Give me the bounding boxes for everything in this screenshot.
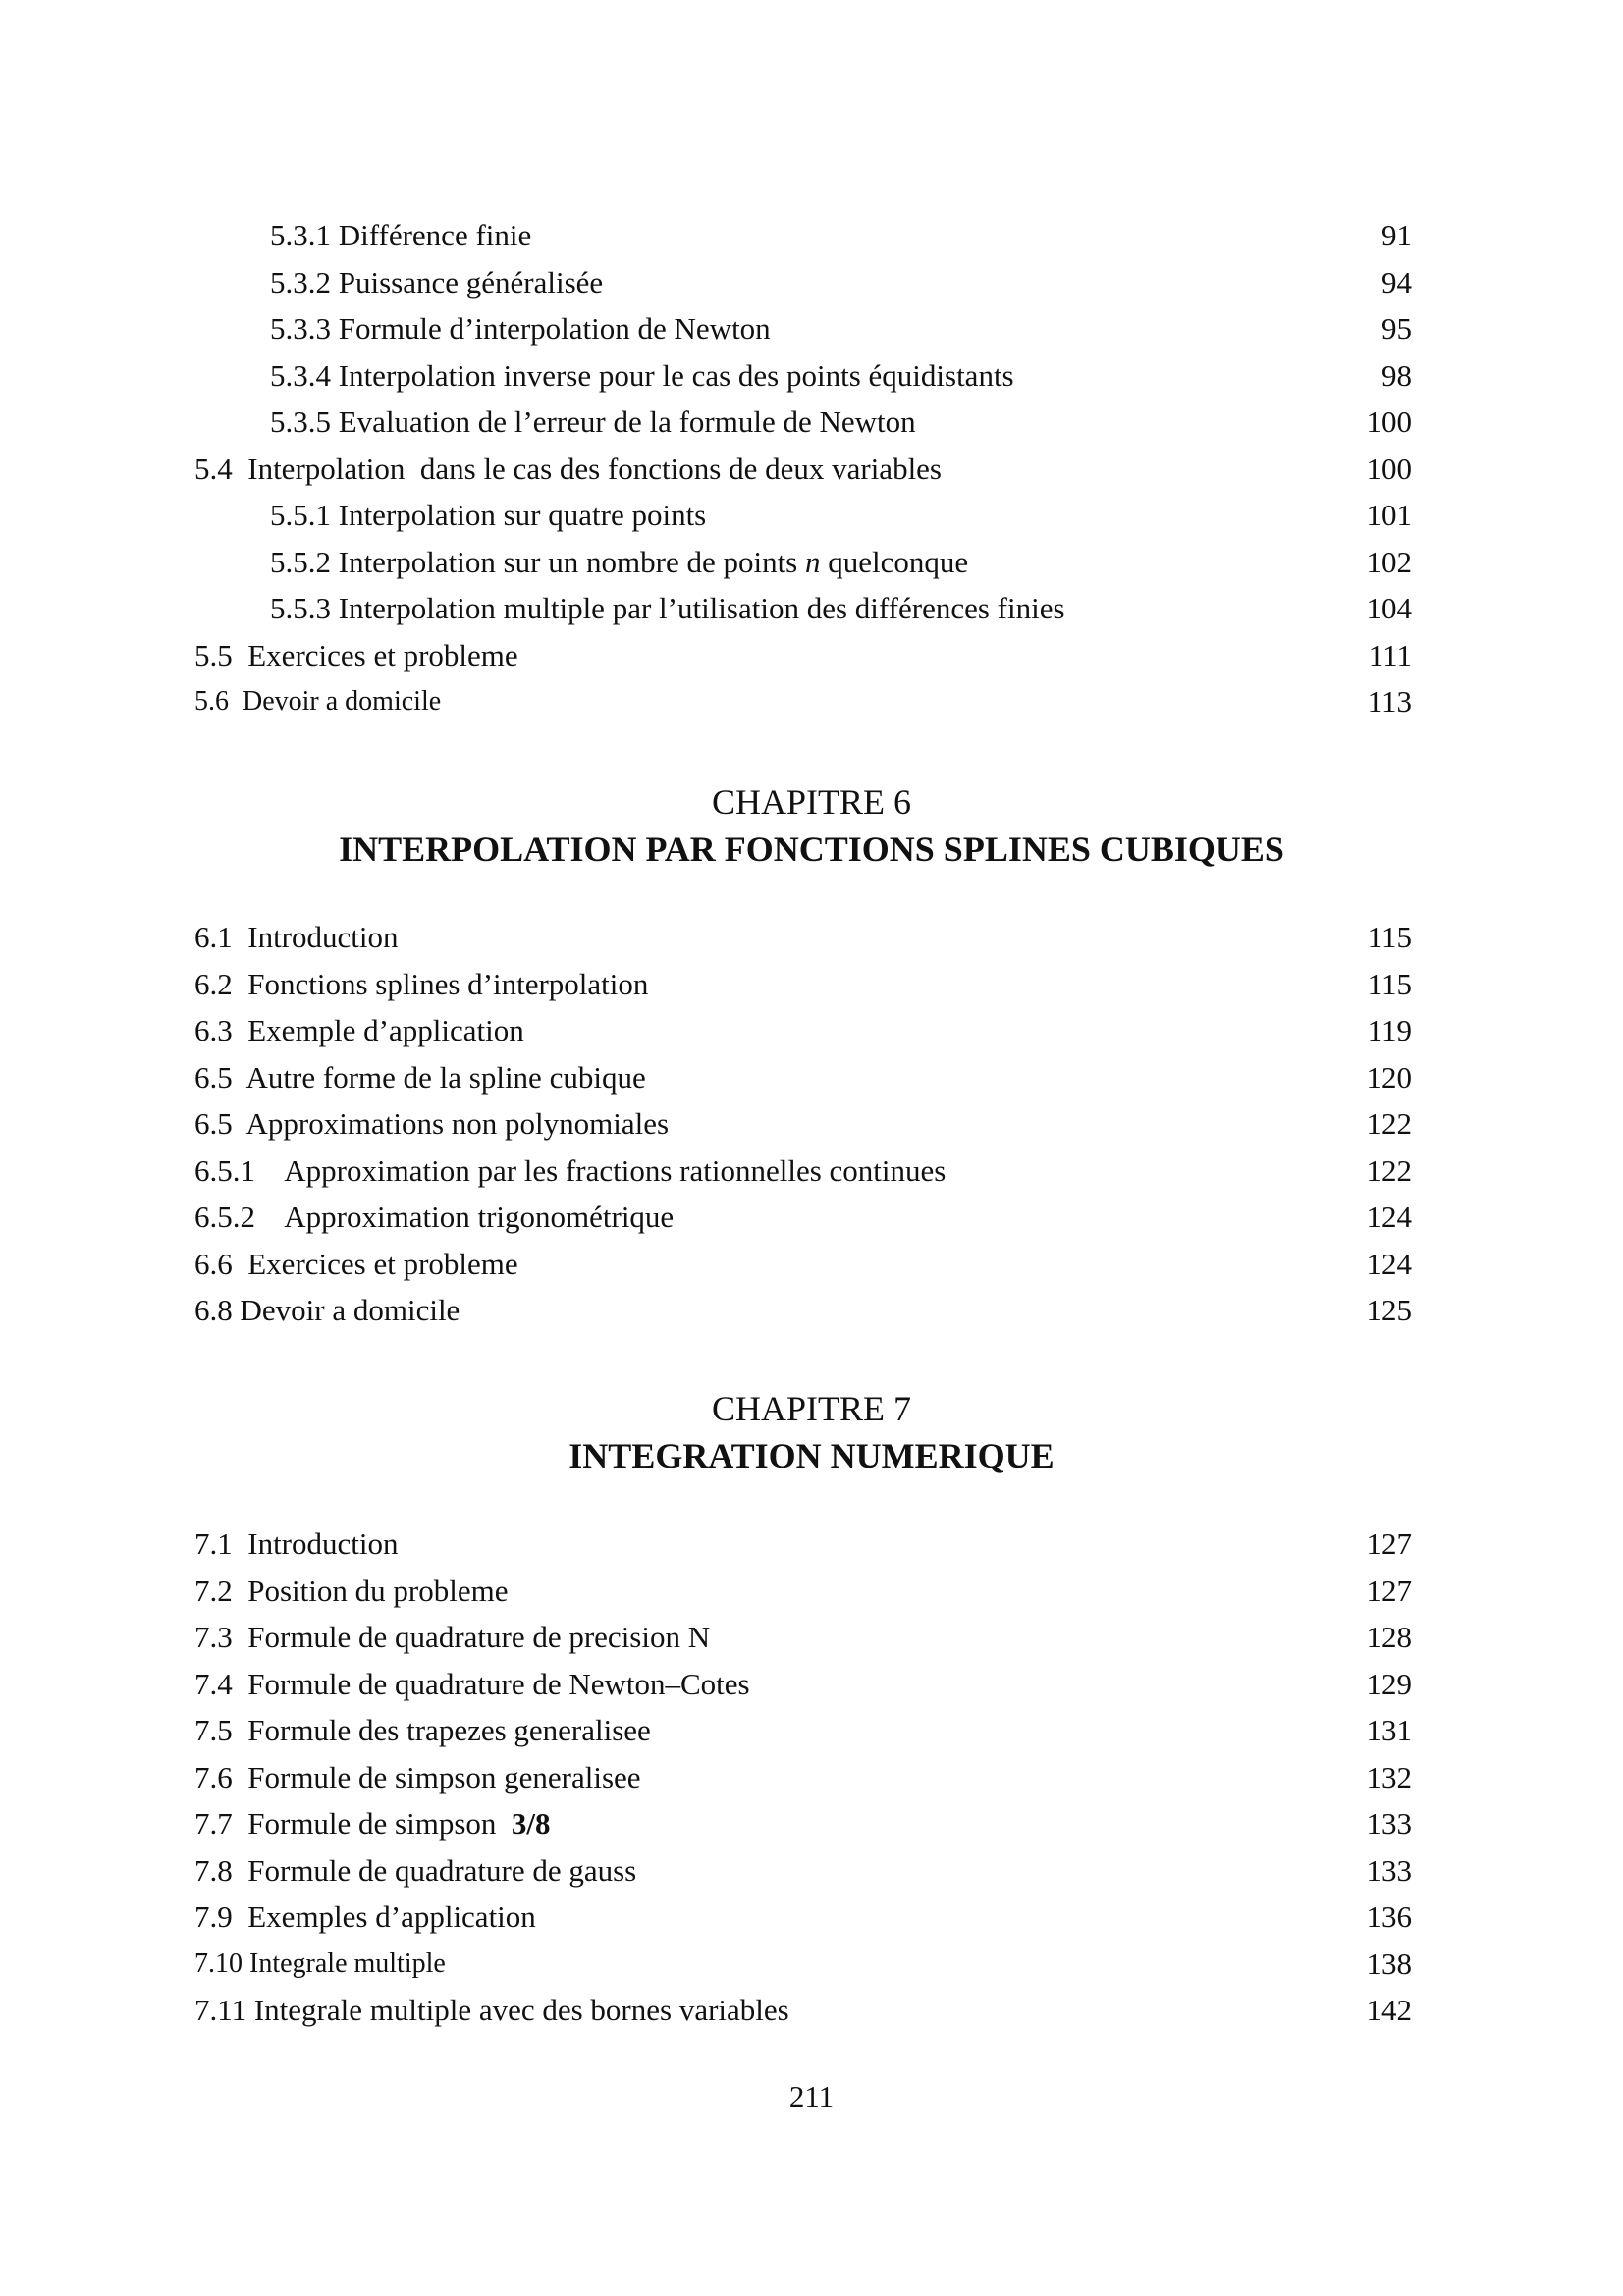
toc-entry-title: 7.10 Integrale multiple	[194, 1948, 446, 1979]
toc-entry	[194, 1707, 1412, 1754]
toc-entry-page: 115	[1367, 966, 1412, 1001]
toc-entry-title: 6.5.2 Approximation trigonométrique	[194, 1200, 675, 1234]
toc-entry-title: 5.5.1 Interpolation sur quatre points	[270, 498, 707, 532]
toc-entry-page: 127	[1366, 1573, 1412, 1608]
toc-entry-title-italic: n	[805, 544, 821, 579]
toc-entry-page: 102	[1366, 544, 1412, 579]
toc-entry-page: 124	[1366, 1246, 1412, 1281]
toc-entry-title: 5.3.1 Différence finie	[270, 218, 532, 252]
toc-entry-title: 5.5.3 Interpolation multiple par l’utilisation des différences finies	[270, 591, 1065, 625]
toc-entry-title: 7.1 Introduction	[194, 1526, 399, 1561]
toc-entry	[194, 1521, 1412, 1568]
toc-entry	[194, 1287, 1412, 1334]
toc-entry-title: 7.3 Formule de quadrature de precision N	[194, 1620, 711, 1654]
toc-entry-title: 5.3.3 Formule d’interpolation de Newton	[270, 311, 771, 346]
toc-entry	[194, 585, 1412, 632]
chapter-6-heading	[0, 778, 1623, 873]
toc-entry-title: 6.8 Devoir a domicile	[194, 1293, 460, 1327]
toc-entry-page: 94	[1381, 264, 1412, 299]
toc-entry	[194, 259, 1412, 306]
toc-entry-page: 132	[1366, 1759, 1412, 1794]
toc-entry-title: 6.2 Fonctions splines d’interpolation	[194, 966, 649, 1001]
toc-entry	[194, 1241, 1412, 1288]
toc-entry	[194, 352, 1412, 400]
toc-entry-page: 95	[1381, 311, 1412, 346]
toc-entry-page: 138	[1366, 1946, 1412, 1981]
toc-entry-page: 136	[1366, 1899, 1412, 1934]
chapter-title: INTEGRATION NUMERIQUE	[568, 1436, 1055, 1475]
toc-entry-page: 100	[1366, 404, 1412, 439]
toc-entry-page: 98	[1381, 357, 1412, 393]
toc-entry-title-part: quelconque	[820, 544, 969, 579]
toc-entry-title: 6.5.1 Approximation par les fractions rationnelles continues	[194, 1152, 947, 1188]
toc-entry	[194, 212, 1412, 259]
toc-entry-title	[194, 1800, 551, 1847]
toc-entry	[194, 492, 1412, 539]
toc-entry	[194, 1100, 1412, 1148]
toc-entry-title-part: 5.5.2 Interpolation sur un nombre de points	[270, 544, 805, 579]
toc-entry	[194, 1007, 1412, 1054]
toc-entry	[194, 1941, 1412, 1988]
toc-entry	[194, 678, 1412, 725]
toc-entry-page: 124	[1366, 1200, 1412, 1234]
toc-entry-page: 104	[1366, 591, 1412, 625]
toc-section-5	[194, 212, 1412, 725]
toc-entry-page: 128	[1366, 1620, 1412, 1654]
toc-entry-title: 7.2 Position du probleme	[194, 1573, 509, 1608]
toc-entry-page: 142	[1366, 1993, 1412, 2027]
toc-entry	[194, 961, 1412, 1008]
toc-entry-page: 127	[1366, 1526, 1412, 1561]
toc-entry-page: 111	[1368, 637, 1412, 672]
toc-chapter-6	[194, 914, 1412, 1334]
toc-entry	[194, 1894, 1412, 1941]
toc-entry-page: 133	[1366, 1852, 1412, 1888]
toc-entry-title-bold: 3/8	[511, 1806, 551, 1841]
toc-entry-page: 91	[1381, 218, 1412, 252]
toc-entry-title: 5.3.4 Interpolation inverse pour le cas des points équidistants	[270, 357, 1014, 393]
toc-entry-page: 122	[1366, 1106, 1412, 1141]
toc-entry-page: 100	[1366, 451, 1412, 486]
toc-entry	[194, 1568, 1412, 1615]
toc-entry	[194, 1800, 1412, 1847]
toc-entry	[194, 1054, 1412, 1101]
toc-entry	[194, 914, 1412, 961]
toc-entry-title: 7.6 Formule de simpson generalisee	[194, 1759, 641, 1794]
toc-entry	[194, 1194, 1412, 1241]
toc-entry-title: 5.4 Interpolation dans le cas des fonctions de deux variables	[194, 451, 942, 486]
toc-entry-title-part: 7.7 Formule de simpson	[194, 1806, 512, 1841]
toc-entry-title: 7.11 Integrale multiple avec des bornes variables	[194, 1993, 789, 2027]
toc-entry-title: 5.6 Devoir a domicile	[194, 686, 442, 717]
toc-entry-page: 120	[1366, 1059, 1412, 1095]
toc-entry-title: 6.6 Exercices et probleme	[194, 1246, 518, 1281]
toc-entry-title: 6.3 Exemple d’application	[194, 1013, 524, 1047]
toc-entry-title: 7.4 Formule de quadrature de Newton–Cotes	[194, 1666, 750, 1701]
toc-entry-page: 133	[1366, 1806, 1412, 1841]
toc-entry	[194, 399, 1412, 446]
toc-entry-title: 6.5 Autre forme de la spline cubique	[194, 1059, 646, 1095]
toc-entry-title: 5.3.5 Evaluation de l’erreur de la formule de Newton	[270, 404, 916, 439]
toc-entry-page: 119	[1367, 1013, 1412, 1047]
chapter-7-heading	[0, 1385, 1623, 1479]
toc-entry	[194, 1987, 1412, 2034]
toc-entry-title: 7.5 Formule des trapezes generalisee	[194, 1713, 651, 1747]
toc-entry-page: 101	[1366, 498, 1412, 532]
toc-entry-title: 6.1 Introduction	[194, 920, 399, 954]
chapter-label: CHAPITRE 6	[711, 782, 911, 822]
toc-entry	[194, 632, 1412, 679]
toc-entry-page: 125	[1366, 1293, 1412, 1327]
toc-entry	[194, 1148, 1412, 1195]
toc-entry	[194, 1754, 1412, 1801]
chapter-title: INTERPOLATION PAR FONCTIONS SPLINES CUBIQUES	[339, 829, 1284, 869]
toc-entry-page: 129	[1366, 1666, 1412, 1701]
toc-entry-title: 5.5 Exercices et probleme	[194, 637, 518, 672]
chapter-label: CHAPITRE 7	[711, 1389, 911, 1428]
toc-entry-page: 122	[1366, 1152, 1412, 1188]
toc-entry-page: 113	[1367, 684, 1412, 719]
toc-entry-title: 7.8 Formule de quadrature de gauss	[194, 1852, 637, 1888]
toc-entry	[194, 446, 1412, 493]
toc-entry-page: 131	[1366, 1713, 1412, 1747]
toc-entry-title: 5.3.2 Puissance généralisée	[270, 264, 604, 299]
toc-entry	[194, 1614, 1412, 1661]
toc-entry-title: 6.5 Approximations non polynomiales	[194, 1106, 670, 1141]
toc-entry	[194, 305, 1412, 352]
toc-entry-title: 7.9 Exemples d’application	[194, 1899, 536, 1934]
toc-entry	[194, 1847, 1412, 1895]
toc-entry-page: 115	[1367, 920, 1412, 954]
toc-entry	[194, 539, 1412, 586]
page-number: 211	[788, 2079, 835, 2113]
toc-entry	[194, 1661, 1412, 1708]
toc-entry-title	[270, 539, 968, 586]
toc-chapter-7	[194, 1521, 1412, 2034]
